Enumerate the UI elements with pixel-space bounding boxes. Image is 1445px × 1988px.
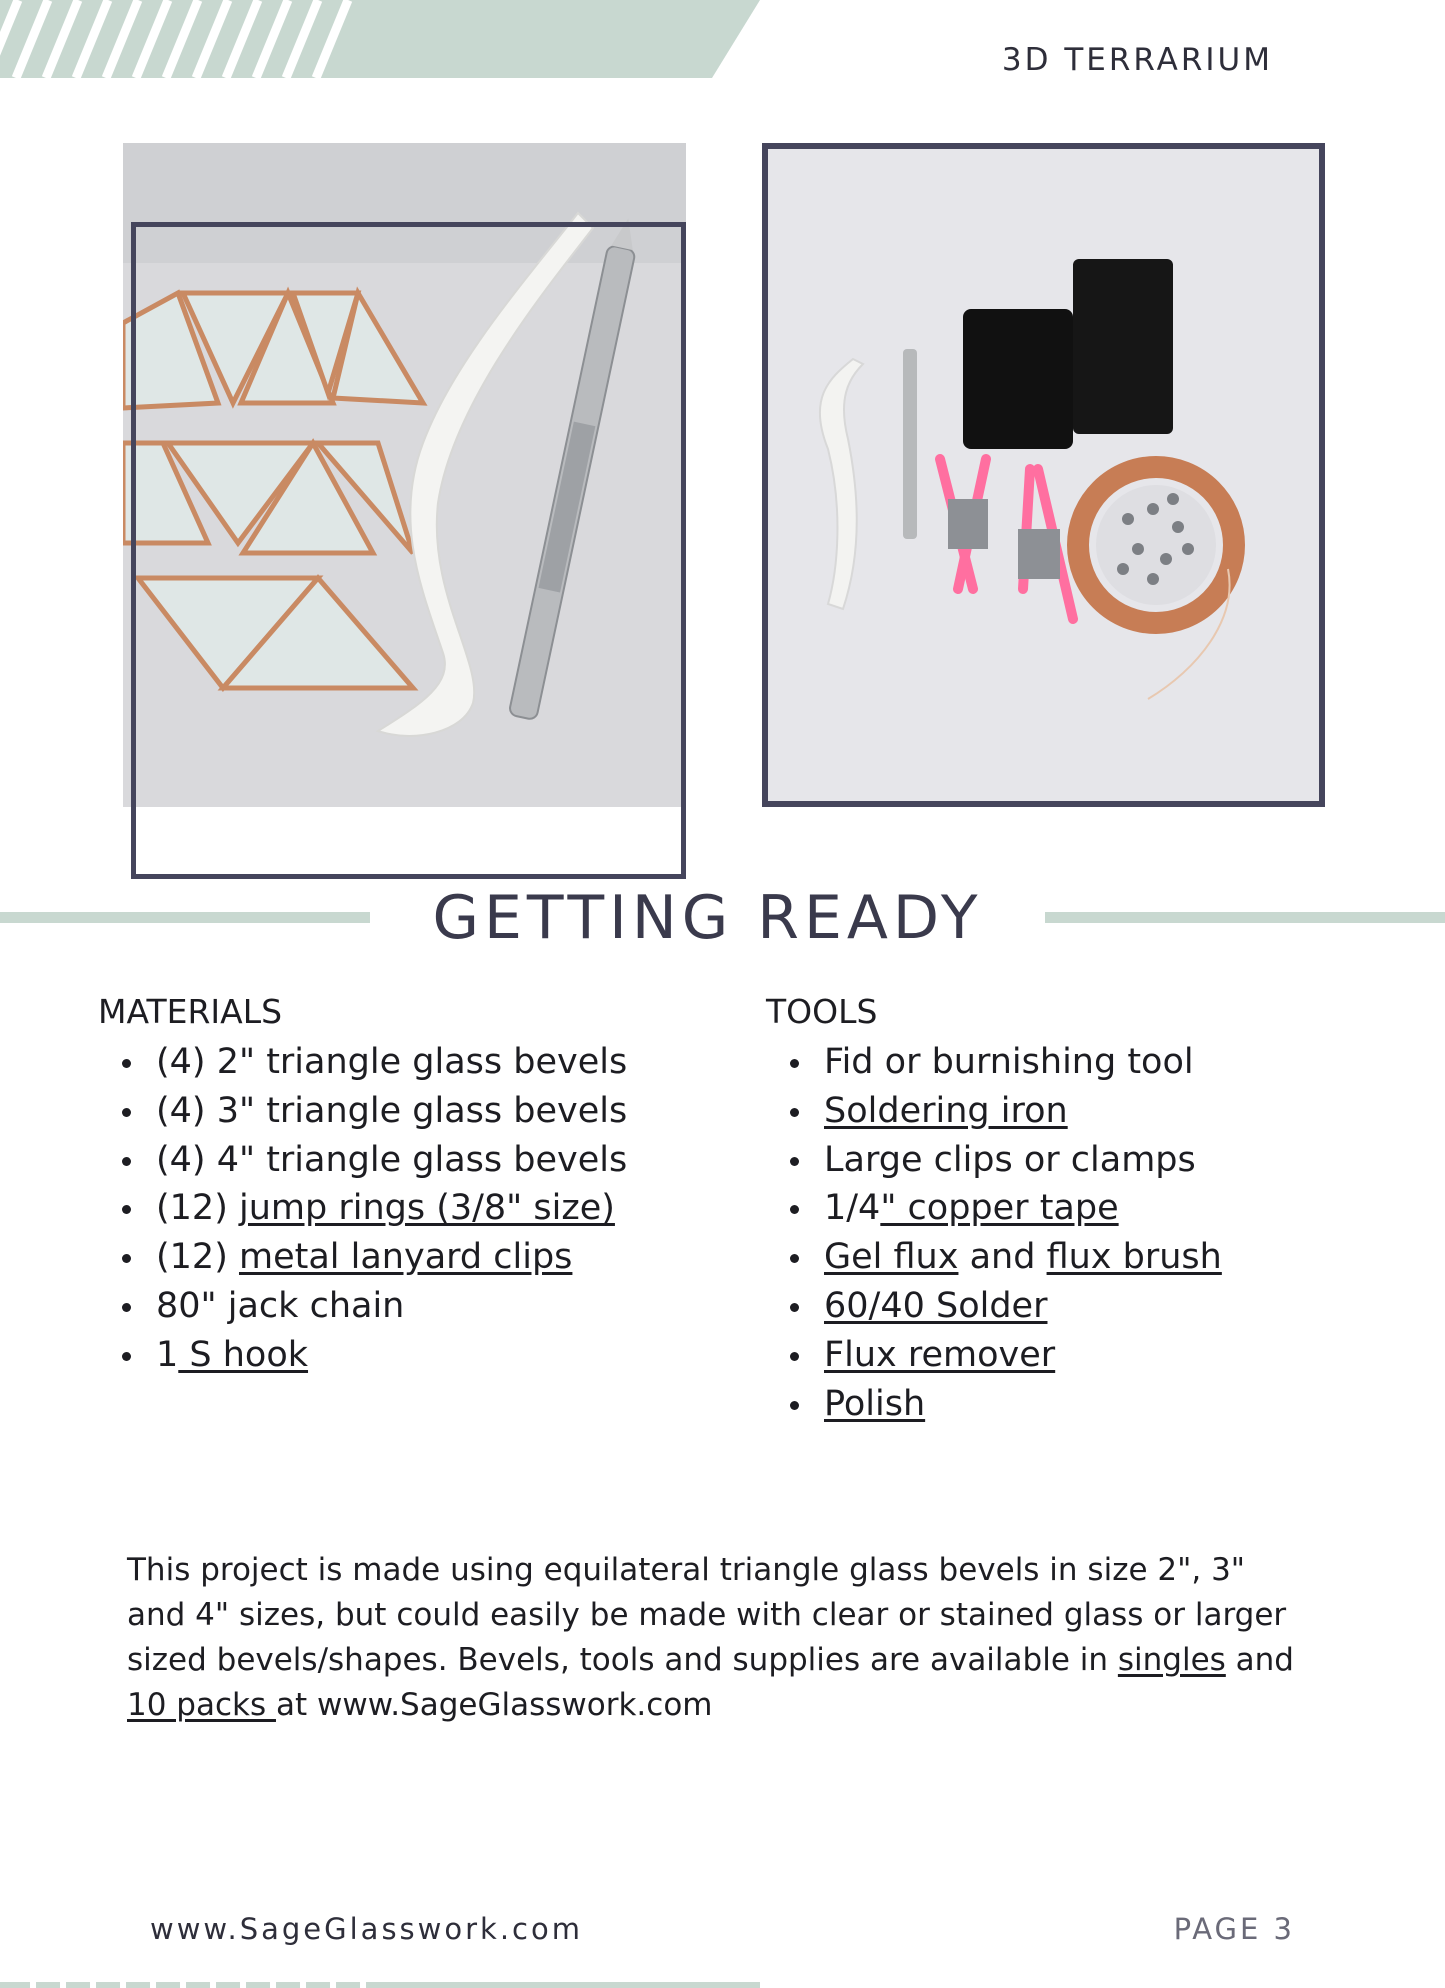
solder-link[interactable]: 60/40 Solder — [824, 1285, 1048, 1326]
document-title: 3D TERRARIUM — [1001, 42, 1273, 78]
list-item — [824, 1087, 1386, 1136]
section-heading: GETTING READY — [432, 883, 983, 953]
description-paragraph — [127, 1548, 1307, 1728]
list-item — [824, 1282, 1386, 1331]
materials-column — [98, 990, 738, 1380]
item-text: Fid or burnishing tool — [824, 1042, 1194, 1082]
materials-title: MATERIALS — [98, 992, 283, 1031]
s-hook-link[interactable]: S hook — [178, 1334, 309, 1375]
item-text: 1/4 — [824, 1188, 881, 1229]
item-text: (12) — [156, 1237, 239, 1278]
footer-stripe-band — [0, 1982, 760, 1988]
flux-brush-link[interactable]: flux brush — [1046, 1237, 1222, 1278]
jump-rings-link[interactable]: jump rings (3/8" size) — [238, 1188, 615, 1229]
tools-title: TOOLS — [766, 992, 878, 1031]
header-stripe-band — [0, 0, 760, 78]
list-item — [156, 1136, 738, 1185]
list-item — [824, 1331, 1386, 1380]
item-text: (4) 3" triangle glass bevels — [156, 1090, 628, 1131]
page-number: PAGE 3 — [1173, 1912, 1295, 1946]
list-item — [156, 1087, 738, 1136]
list-item — [824, 1136, 1386, 1185]
list-item — [156, 1038, 738, 1087]
list-item — [156, 1233, 738, 1282]
footer-url: www.SageGlasswork.com — [150, 1912, 583, 1946]
ten-packs-link[interactable]: 10 packs — [127, 1687, 276, 1723]
item-text: 1 — [156, 1334, 179, 1375]
singles-link[interactable]: singles — [1117, 1642, 1226, 1678]
list-item — [156, 1184, 738, 1233]
flux-remover-link[interactable]: Flux remover — [824, 1334, 1056, 1375]
lanyard-clips-link[interactable]: metal lanyard clips — [238, 1237, 573, 1278]
heading-rule-left — [0, 912, 370, 923]
tools-list — [766, 1038, 1386, 1428]
list-item — [824, 1380, 1386, 1429]
item-text: and — [958, 1237, 1047, 1278]
polish-link[interactable]: Polish — [824, 1383, 926, 1424]
materials-list — [98, 1038, 738, 1380]
copper-tape-link[interactable]: " copper tape — [880, 1188, 1119, 1229]
list-item — [156, 1331, 738, 1380]
paragraph-text: and — [1225, 1642, 1294, 1678]
item-text: Large clips or clamps — [824, 1139, 1196, 1180]
heading-rule-right — [1045, 912, 1445, 923]
item-text: (4) 4" triangle glass bevels — [156, 1139, 628, 1180]
item-text: (4) 2" triangle glass bevels — [156, 1042, 628, 1082]
paragraph-text: This project is made using equilateral triangle glass bevels in size 2", 3" and 4" sizes, but could easily be made with clear or stained glass or larger sized bevels/shapes. Bevels, tools and supplies are available in — [127, 1552, 1287, 1678]
gel-flux-link[interactable]: Gel flux — [824, 1237, 959, 1278]
soldering-iron-link[interactable]: Soldering iron — [824, 1090, 1068, 1131]
list-item — [824, 1038, 1386, 1087]
materials-photo — [123, 143, 686, 807]
item-text: 80" jack chain — [156, 1285, 405, 1326]
item-text: (12) — [156, 1188, 239, 1229]
tools-photo — [762, 143, 1325, 807]
list-item — [824, 1233, 1386, 1282]
tools-column — [766, 990, 1386, 1428]
list-item — [156, 1282, 738, 1331]
paragraph-text: at www.SageGlasswork.com — [275, 1687, 713, 1723]
list-item — [824, 1184, 1386, 1233]
